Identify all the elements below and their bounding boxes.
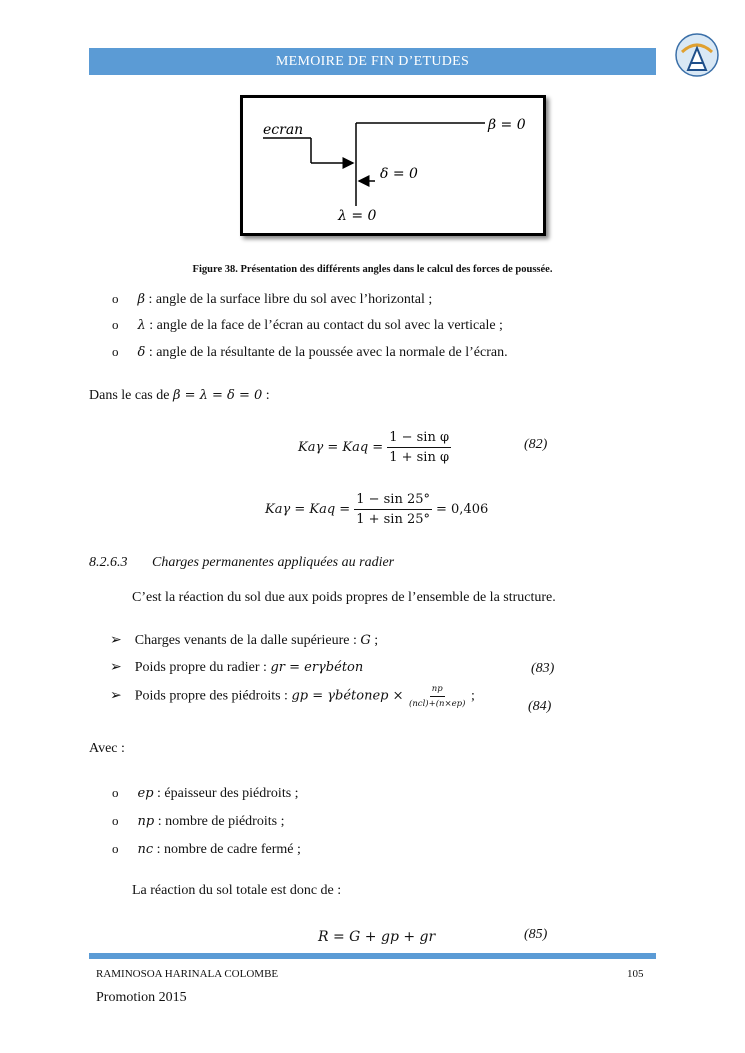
avec-label: Avec : [89,741,125,756]
fraction-denominator: 1 + sin 25° [356,512,431,527]
fraction-denominator: (ncl)+(n×ep) [409,699,466,709]
equation-82 [298,430,451,465]
page-number: 105 [627,968,644,980]
symbol-lambda: λ [137,318,146,333]
equation-lhs: Kaγ = Kaq = [265,502,351,518]
list-item-text: : angle de la surface libre du sol avec l’horizontal ; [145,292,433,307]
bullet: o [112,344,119,359]
case-math: β = λ = δ = 0 [172,388,263,403]
fraction [354,492,432,527]
equation-number: (85) [524,927,548,942]
list-item [112,841,301,858]
list-item-math: gr = erγbéton [270,660,364,675]
list-item [112,813,284,830]
bullet: o [112,785,119,800]
arrow-bullet-icon: ➢ [110,660,122,675]
bullet: o [112,291,119,306]
equation-number: (84) [528,699,552,714]
bullet: o [112,317,119,332]
case-prefix: Dans le cas de [89,388,173,403]
fraction-denominator: 1 + sin φ [389,450,450,465]
reaction-text: La réaction du sol totale est donc de : [132,883,342,898]
university-logo-icon [674,32,720,78]
footer-band [89,953,656,959]
label-lambda: λ = 0 [338,208,377,224]
label-ecran: ecran [263,122,304,138]
section-number: 8.2.6.3 [89,555,128,570]
list-item-math: G [360,633,371,648]
equation-number: (83) [531,661,555,676]
list-item [112,785,299,802]
list-item-text: : nombre de piédroits ; [154,814,285,829]
arrow-bullet-icon: ➢ [110,633,122,648]
list-item-text: Poids propre des piédroits : [134,688,292,704]
fraction-numerator: 1 − sin φ [387,430,451,448]
label-beta: β = 0 [488,117,526,133]
section-title: Charges permanentes appliquées au radier [152,555,395,570]
case-paragraph [89,388,270,404]
list-item [112,291,432,308]
footer-author: RAMINOSOA HARINALA COLOMBE [96,968,279,980]
arrow-bullet-icon: ➢ [110,688,122,704]
symbol-beta: β [137,292,146,307]
list-item-end: ; [370,633,379,648]
fraction-numerator: np [430,684,445,697]
list-item-math: gp = γbétonep × [291,688,404,704]
symbol-delta: δ [137,345,146,360]
bullet: o [112,841,119,856]
symbol-nc: nc [137,842,154,857]
symbol-np: np [137,814,155,829]
list-item [110,684,475,709]
footer-promotion: Promotion 2015 [96,990,187,1005]
list-item-text: : angle de la résultante de la poussée avec la normale de l’écran. [145,345,508,360]
list-item-text: : épaisseur des piédroits ; [153,786,299,801]
list-item [110,632,378,649]
page-header-title: MEMOIRE DE FIN D’ETUDES [275,54,470,69]
equation-82-numeric [265,492,488,527]
list-item-end: ; [467,688,475,704]
label-delta: δ = 0 [380,166,418,182]
list-item [110,659,363,676]
list-item-text: Poids propre du radier : [134,660,271,675]
list-item [112,317,503,334]
fraction [407,684,467,709]
list-item-text: : angle de la face de l’écran au contact du sol avec la verticale ; [145,318,503,333]
fraction-numerator: 1 − sin 25° [354,492,432,510]
list-item-text: : nombre de cadre fermé ; [153,842,301,857]
figure-caption: Figure 38. Présentation des différents angles dans le calcul des forces de poussée. [192,264,553,275]
list-item-text: Charges venants de la dalle supérieure : [134,633,361,648]
fraction [387,430,451,465]
bullet: o [112,813,119,828]
equation-85: R = G + gp + gr [318,929,436,945]
equation-number: (82) [524,437,548,452]
equation-lhs: Kaγ = Kaq = [298,440,384,456]
section-intro: C’est la réaction du sol due aux poids propres de l’ensemble de la structure. [132,590,556,605]
symbol-ep: ep [137,786,154,801]
case-suffix: : [262,388,270,403]
figure-38-diagram [240,95,546,236]
list-item [112,344,508,361]
equation-rhs: = 0,406 [436,502,489,518]
